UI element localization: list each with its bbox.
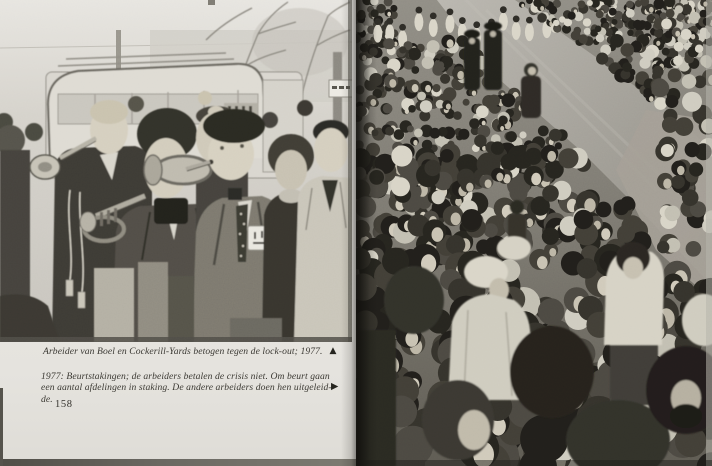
right-photo-crowd (356, 0, 712, 466)
left-photo-trumpet-players (0, 0, 352, 342)
page-left-edge-shadow (0, 388, 3, 466)
film-grain (356, 0, 712, 466)
page-bottom-shadow (0, 459, 356, 466)
paragraph-right-triangle-icon: ▶ (331, 381, 339, 392)
body-paragraph (41, 371, 337, 405)
film-grain (0, 0, 352, 342)
photo-caption (43, 346, 353, 357)
caption-text: Arbeider van Boel en Cockerill-Yards betogen tegen de lock-out; 1977. (43, 346, 323, 357)
page-number: 158 (55, 399, 73, 410)
caption-up-triangle-icon: ▲ (329, 346, 337, 356)
paragraph-line: een aantal afdelingen in staking. De andere arbeiders doen hen uitgeleid- (41, 382, 332, 394)
paragraph-line: de. (41, 393, 53, 405)
paragraph-line: 1977: Beurtstakingen; de arbeiders betalen de crisis niet. Om beurt gaan (41, 371, 330, 382)
